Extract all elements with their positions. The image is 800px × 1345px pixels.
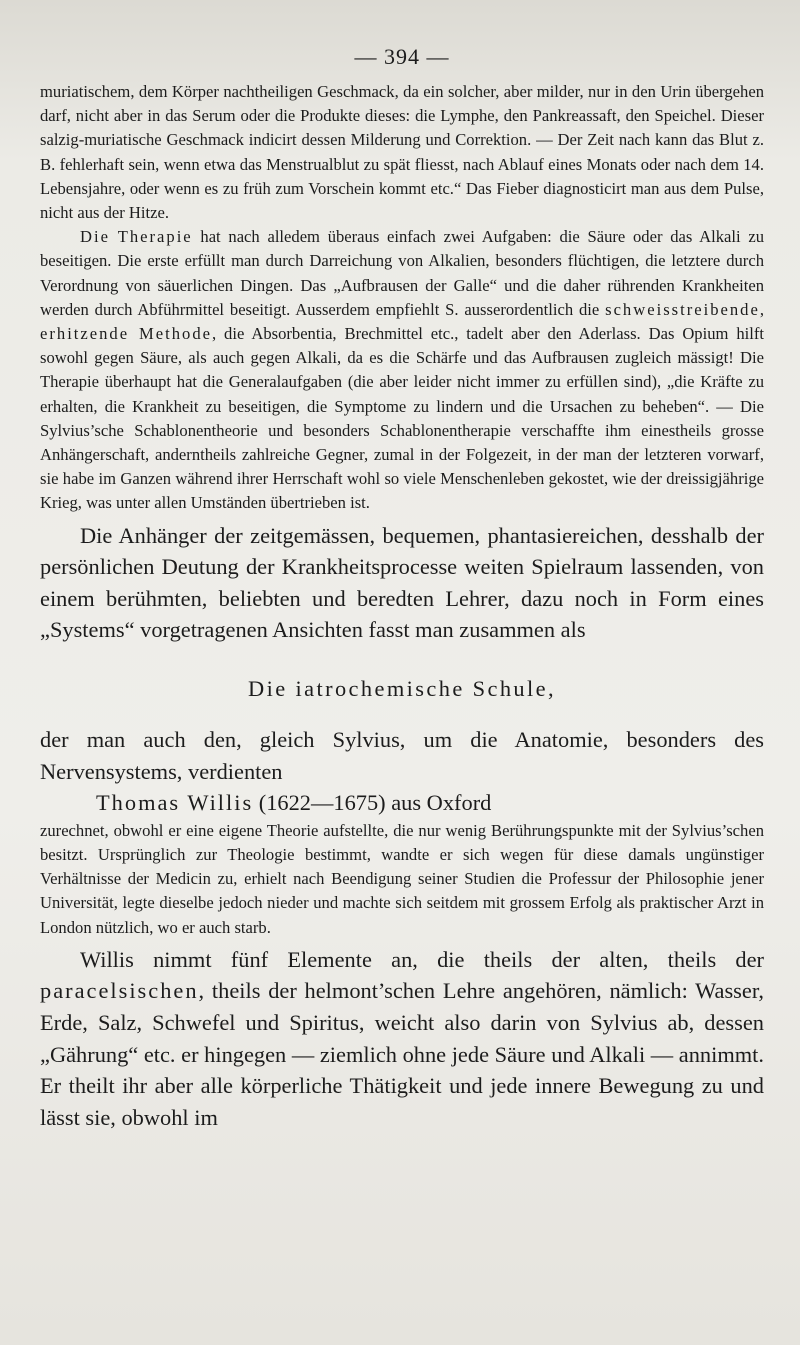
page-number: — 394 — [354, 44, 450, 69]
spaced-schweisstreibende: schweisstreibende [605, 299, 760, 319]
section-heading: Die iatrochemische Schule, [248, 676, 556, 702]
paragraph-willis-bio: zurechnet, obwohl er eine eigene Theorie aufstellte, die nur wenig Berührungspunkte mit der Sylvius’schen besitzt. Ursprünglich zur Theologie bestimmt, wandte er sich wegen für diese damals ungünstiger Verhältnisse der Medicin zu, erhielt nach Beendigung seiner Studien die Professur der Philosophie jener Universität, legte dieselbe jedoch nieder und machte sich seitdem mit grossem Erfolg als praktischer Arzt in London nützlich, wo er auch starb. [40, 820, 764, 937]
paragraph-therapie [40, 225, 764, 515]
therapie-text-3: , die Absorbentia, Brechmittel etc., tadelt aber den Aderlass. Das Opium hilft sowohl gegen Säure, als auch gegen Alkali, da es die Schärfe und das Aufbrausen zugleich mässigt! Die Therapie überhaupt hat die Generalaufgaben (die aber leider nicht immer zu erfüllen sind), „die Kräfte zu erhalten, die Krankheit zu beseitigen, die Symptome zu lindern und die Ursachen zu beheben“. — Die Sylvius’sche Schablonentheorie und besonders Schablonentherapie verschaffte ihm einestheils grosse Anhängerschaft, anderntheils zahlreiche Gegner, zumal in der Folgezeit, in der man der letzteren vorwarf, sie habe im Ganzen während ihrer Herrschaft wohl so viele Menschenleben gekostet, wie der dreissigjährige Krieg, was unter allen Umständen übertrieben ist. [40, 324, 764, 513]
paragraph-continuation: muriatischem, dem Körper nachtheiligen Geschmack, da ein solcher, aber milder, nur in den Urin übergehen darf, nicht aber in das Serum oder die Produkte dieses: die Lymphe, den Pankreassaft, den Speichel. Dieser salzig-muriatische Geschmack indicirt dessen Milderung und Correktion. — Der Zeit nach kann das Blut z. B. fehlerhaft sein, wenn etwa das Menstrualblut zu spät fliesst, nach Ablauf eines Monats oder nach dem 14. Lebensjahre, oder wenn es zu früh zum Vorschein kommt etc.“ Das Fieber diagnosticirt man aus dem Pulse, nicht aus der Hitze. [40, 82, 764, 223]
spaced-paracelsischen: paracelsischen [40, 978, 199, 1004]
elemente-text-1: Willis nimmt fünf Elemente an, die theils der alten, theils der [80, 946, 764, 972]
spaced-word-die: Die [80, 227, 110, 247]
paragraph-anhaenger: Die Anhänger der zeitgemässen, bequemen, phantasiereichen, desshalb der persönlichen Deutung der Krankheitsprocesse weiten Spielraum lassenden, von einem berühmten, beliebten und beredten Lehrer, dazu noch in Form eines „Systems“ vorgetragenen Ansichten fasst man zusammen als [40, 522, 764, 643]
spaced-word-therapie: Therapie [117, 227, 193, 247]
person-name: Thomas Willis [96, 790, 254, 816]
paragraph-willis-elemente [40, 944, 764, 1134]
paragraph-nervensystem: der man auch den, gleich Sylvius, um die Anatomie, besonders des Nervensystems, verdienten [40, 727, 764, 784]
person-dates: (1622—1675) aus Oxford [253, 790, 492, 816]
spaced-erhitzende-methode: erhitzende Methode [40, 324, 212, 344]
person-heading [40, 787, 764, 819]
therapie-text-2: , [759, 299, 764, 319]
elemente-text-2: , theils der helmont’schen Lehre angehören, nämlich: Wasser, Erde, Salz, Schwefel und Spiritus, weicht also darin von Sylvius ab, dessen „Gährung“ etc. er hingegen — ziemlich ohne jede Säure und Alkali — annimmt. Er theilt ihr aber alle körperliche Thätigkeit und jede innere Bewegung zu und lässt sie, obwohl im [40, 978, 764, 1130]
therapie-text-1: hat nach alledem überaus einfach zwei Aufgaben: die Säure oder das Alkali zu beseitigen. Die erste erfüllt man durch Darreichung von Alkalien, besonders flüchtigen, die letztere durch Verordnung von säuerlichen Dingen. Das „Aufbrausen der Galle“ und die daher rührenden Krankheiten werden durch Abführmittel beseitigt. Ausserdem empfiehlt S. ausserordentlich die [40, 227, 764, 319]
